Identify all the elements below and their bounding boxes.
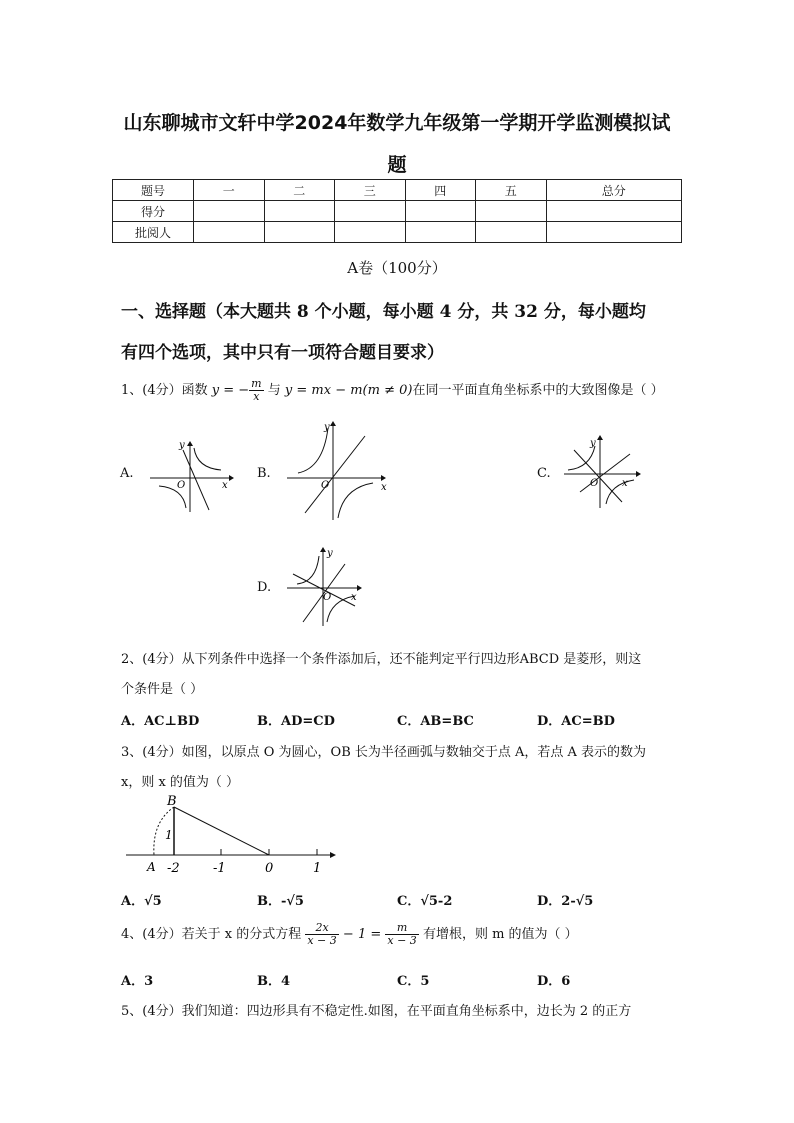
label-one: 1 <box>165 828 173 842</box>
question-5-line1: 5、(4分）我们知道：四边形具有不稳定性.如图，在平面直角坐标系中，边长为 2 的正方 <box>121 1004 632 1019</box>
label-b: B <box>167 794 177 809</box>
q1-suffix: 在同一平面直角坐标系中的大致图像是（ ） <box>412 383 664 398</box>
q4-option-b[interactable]: B．4 <box>257 974 291 989</box>
q2-option-c[interactable]: C．AB=BC <box>397 714 474 729</box>
arrow-icon <box>330 421 336 426</box>
y-axis-label: y <box>327 548 333 559</box>
q4-left-denominator: x − 3 <box>307 934 337 947</box>
score-table <box>112 179 682 243</box>
q2-option-b[interactable]: B．AD=CD <box>257 714 335 729</box>
q1-option-d-label[interactable]: D. <box>257 580 272 595</box>
q3-option-d[interactable]: D．2-√5 <box>537 894 594 909</box>
q1-graph-d <box>283 544 373 629</box>
q4-suffix: 有增根，则 m 的值为（ ） <box>422 927 578 942</box>
score-cell[interactable] <box>405 201 476 222</box>
hyperbola-branch <box>297 556 319 584</box>
score-cell[interactable] <box>335 201 406 222</box>
grader-cell[interactable] <box>264 222 335 243</box>
q1-option-c-label[interactable]: C. <box>537 466 551 481</box>
line-graph <box>183 450 209 510</box>
q2-option-a[interactable]: A．AC⊥BD <box>121 714 200 729</box>
q1-formula2: y = mx − m(m ≠ 0) <box>284 383 413 398</box>
tick-label: -2 <box>167 861 180 874</box>
table-row <box>113 180 682 201</box>
label-a: A <box>147 860 156 874</box>
grader-cell[interactable] <box>335 222 406 243</box>
origin-label: O <box>321 480 330 491</box>
x-axis-label: x <box>381 482 387 493</box>
q1-option-a-label[interactable]: A. <box>120 466 134 481</box>
table-cell: 总分 <box>546 180 682 201</box>
table-row <box>113 201 682 222</box>
arrow-icon <box>320 547 326 552</box>
segment-ob <box>174 807 269 855</box>
q1-formula1-lhs: y = − <box>211 383 250 398</box>
grader-cell[interactable] <box>476 222 547 243</box>
table-cell: 三 <box>335 180 406 201</box>
x-axis-label: x <box>222 480 228 491</box>
q1-option-b-label[interactable]: B. <box>257 466 271 481</box>
arrow-icon <box>357 585 362 591</box>
q1-formula1-fraction <box>249 378 263 403</box>
line-graph <box>305 436 365 513</box>
q1-f1-denominator: x <box>253 390 260 403</box>
q3-option-c[interactable]: C．√5-2 <box>397 894 453 909</box>
arrow-icon <box>187 441 193 446</box>
score-cell[interactable] <box>264 201 335 222</box>
q4-option-c[interactable]: C．5 <box>397 974 430 989</box>
table-row <box>113 222 682 243</box>
q4-left-numerator: 2x <box>305 922 338 935</box>
question-4-text <box>121 922 578 947</box>
q1-prefix: 1、(4分）函数 <box>121 383 208 398</box>
paper-title-line1: 山东聊城市文轩中学2024年数学九年级第一学期开学监测模拟试 <box>123 112 671 134</box>
score-cell[interactable] <box>194 201 265 222</box>
score-cell[interactable] <box>546 201 682 222</box>
q4-option-d[interactable]: D．6 <box>537 974 571 989</box>
table-cell: 一 <box>194 180 265 201</box>
table-cell: 批阅人 <box>113 222 194 243</box>
y-axis-label: y <box>590 438 596 449</box>
question-2-line2: 个条件是（ ） <box>121 682 204 697</box>
tick-label: -1 <box>213 861 226 874</box>
grader-cell[interactable] <box>546 222 682 243</box>
arrow-icon <box>636 471 641 477</box>
tick-label: 1 <box>313 861 322 874</box>
question-2-line1: 2、(4分）从下列条件中选择一个条件添加后，还不能判定平行四边形ABCD 是菱形，则这 <box>121 652 642 667</box>
q2-option-d[interactable]: D．AC=BD <box>537 714 615 729</box>
table-cell: 得分 <box>113 201 194 222</box>
grader-cell[interactable] <box>405 222 476 243</box>
q4-right-denominator: x − 3 <box>387 934 417 947</box>
q3-option-a[interactable]: A．√5 <box>121 894 162 909</box>
q1-f1-numerator: m <box>251 377 262 390</box>
question-3-line2: x，则 x 的值为（ ） <box>121 775 240 790</box>
hyperbola-branch <box>298 428 328 473</box>
section-heading-line2: 有四个选项，其中只有一项符合题目要求） <box>121 343 444 363</box>
paper-title-line2: 题 <box>387 154 407 176</box>
x-axis-label: x <box>351 592 357 603</box>
paper-a-heading: A卷（100分） <box>347 259 447 277</box>
q1-mid: 与 <box>267 383 281 398</box>
origin-label: O <box>590 478 599 489</box>
arrow-icon <box>229 475 234 481</box>
q4-fraction-right <box>385 922 418 947</box>
grader-cell[interactable] <box>194 222 265 243</box>
q1-graph-c <box>560 432 645 512</box>
score-cell[interactable] <box>476 201 547 222</box>
q1-graph-a <box>145 440 235 515</box>
hyperbola-branch <box>338 483 373 518</box>
x-axis-label: x <box>622 478 628 489</box>
table-cell: 四 <box>405 180 476 201</box>
table-cell: 五 <box>476 180 547 201</box>
tick-label: 0 <box>265 861 274 874</box>
table-cell: 题号 <box>113 180 194 201</box>
arrow-icon <box>597 435 603 440</box>
hyperbola-branch <box>194 448 221 470</box>
y-axis-label: y <box>324 422 330 433</box>
q4-right-numerator: m <box>385 922 418 935</box>
origin-label: O <box>323 592 332 603</box>
q4-option-a[interactable]: A．3 <box>121 974 154 989</box>
arrow-icon <box>330 852 336 858</box>
question-3-line1: 3、(4分）如图，以原点 O 为圆心，OB 长为半径画弧与数轴交于点 A，若点 A 表示的数为 <box>121 745 647 760</box>
table-cell: 二 <box>264 180 335 201</box>
q4-equation-mid: − 1 = <box>342 927 382 942</box>
arrow-icon <box>381 475 386 481</box>
q4-fraction-left <box>305 922 338 947</box>
origin-label: O <box>177 480 186 491</box>
q4-prefix: 4、(4分）若关于 x 的分式方程 <box>121 927 302 942</box>
y-axis-label: y <box>179 440 185 451</box>
section-heading-line1: 一、选择题（本大题共 8 个小题，每小题 4 分，共 32 分，每小题均 <box>121 302 646 322</box>
q1-graph-b <box>283 418 393 523</box>
q3-number-line-figure <box>122 792 342 874</box>
q3-option-b[interactable]: B．-√5 <box>257 894 304 909</box>
line-graph <box>574 450 622 502</box>
question-1-text <box>121 378 664 403</box>
